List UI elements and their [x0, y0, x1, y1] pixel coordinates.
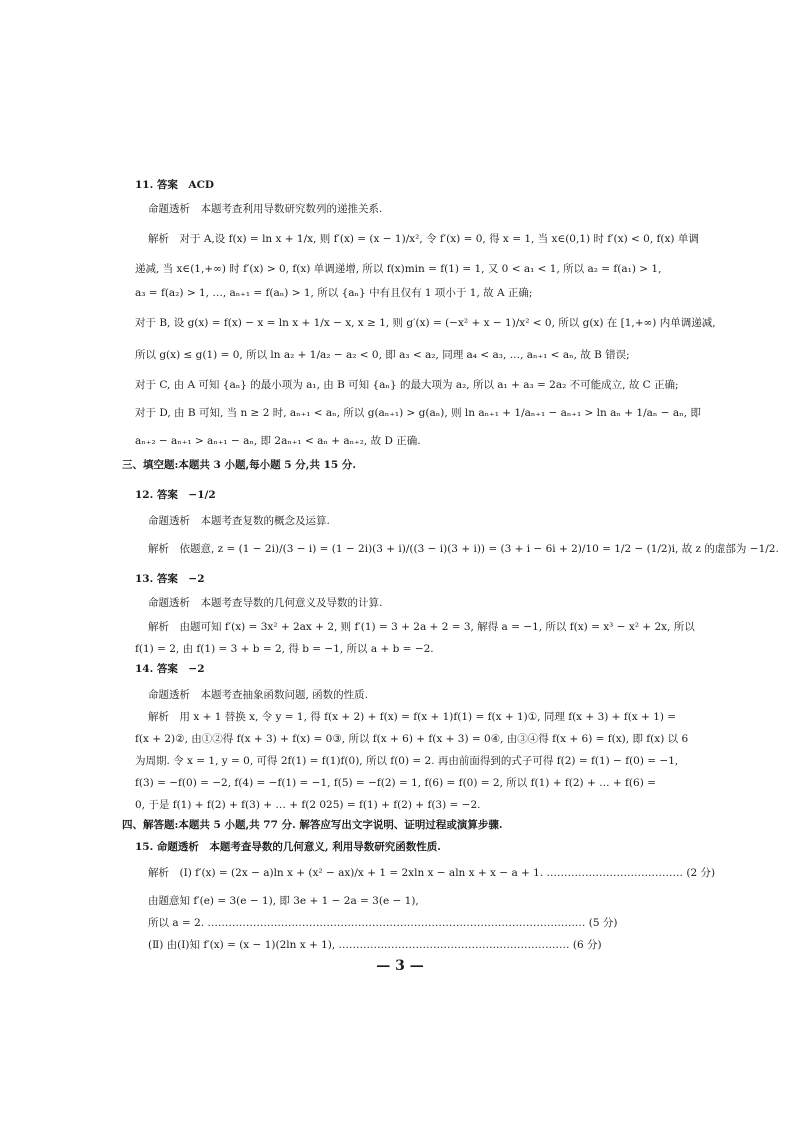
q14-answer: 14. 答案 −2 — [135, 663, 205, 675]
q11-line-a3: a₃ = f(a₂) > 1, …, aₙ₊₁ = f(aₙ) > 1, 所以 {aₙ} 中有且仅有 1 项小于 1, 故 A 正确; — [135, 287, 533, 299]
q11-intent: 命题透析 本题考查利用导数研究数列的递推关系. — [148, 203, 383, 215]
section-3-heading: 三、填空题:本题共 3 小题,每小题 5 分,共 15 分. — [122, 459, 356, 471]
q14-line-4: f(3) = −f(0) = −2, f(4) = −f(1) = −1, f(5) = −f(2) = 1, f(6) = f(0) = 2, 所以 f(1) + f(2) + … + f(6) = — [135, 777, 656, 789]
q14-intent: 命题透析 本题考查抽象函数问题, 函数的性质. — [148, 689, 369, 701]
q15-line-4: (Ⅱ) 由(Ⅰ)知 f′(x) = (x − 1)(2ln x + 1), ………………………………………………………… (6 分) — [148, 939, 602, 951]
q14-line-3: 为周期. 令 x = 1, y = 0, 可得 2f(1) = f(1)f(0), 所以 f(0) = 2. 再由前面得到的式子可得 f(2) = f(1) − f(0) = −1, — [135, 755, 679, 767]
q11-line-d2: aₙ₊₂ − aₙ₊₁ > aₙ₊₁ − aₙ, 即 2aₙ₊₁ < aₙ + aₙ₊₂, 故 D 正确. — [135, 435, 421, 447]
q11-line-b1: 对于 B, 设 g(x) = f(x) − x = ln x + 1/x − x, x ≥ 1, 则 g′(x) = (−x² + x − 1)/x² < 0, 所以 g(x) 在 [1,+∞) 内单调递减, — [135, 317, 716, 329]
q14-line-1: 解析 用 x + 1 替换 x, 令 y = 1, 得 f(x + 2) + f(x) = f(x + 1)f(1) = f(x + 1)①, 同理 f(x + 3) + f(x + 1) = — [148, 711, 677, 723]
q15-intent: 15. 命题透析 本题考查导数的几何意义, 利用导数研究函数性质. — [135, 841, 441, 853]
q15-line-2: 由题意知 f′(e) = 3(e − 1), 即 3e + 1 − 2a = 3(e − 1), — [148, 895, 419, 907]
q13-line-2: f(1) = 2, 由 f(1) = 3 + b = 2, 得 b = −1, 所以 a + b = −2. — [135, 643, 434, 655]
q11-answer: 11. 答案 ACD — [135, 179, 215, 191]
q12-answer: 12. 答案 −1/2 — [135, 489, 216, 501]
q14-line-2: f(x + 2)②, 由①②得 f(x + 3) + f(x) = 0③, 所以 f(x + 6) + f(x + 3) = 0④, 由③④得 f(x + 6) = f(x), 即 f(x) 以 6 — [135, 733, 689, 745]
q13-answer: 13. 答案 −2 — [135, 573, 205, 585]
q11-line-b2: 所以 g(x) ≤ g(1) = 0, 所以 ln a₂ + 1/a₂ − a₂ < 0, 即 a₃ < a₂, 同理 a₄ < a₃, …, aₙ₊₁ < aₙ, 故 B 错误; — [135, 349, 630, 361]
section-4-heading: 四、解答题:本题共 5 小题,共 77 分. 解答应写出文字说明、证明过程或演算步骤. — [122, 819, 503, 831]
q13-line-1: 解析 由题可知 f′(x) = 3x² + 2ax + 2, 则 f′(1) = 3 + 2a + 2 = 3, 解得 a = −1, 所以 f(x) = x³ − x² + 2x, 所以 — [148, 621, 695, 633]
q12-line-1: 解析 依题意, z = (1 − 2i)/(3 − i) = (1 − 2i)(3 + i)/((3 − i)(3 + i)) = (3 + i − 6i + 2)/10 = 1/2 − (1/2)i, 故 z 的虚部为 −1/2. — [148, 543, 779, 555]
q14-line-5: 0, 于是 f(1) + f(2) + f(3) + … + f(2 025) = f(1) + f(2) + f(3) = −2. — [135, 799, 481, 811]
q15-line-3: 所以 a = 2. ……………………………………………………………………………………………… (5 分) — [148, 917, 618, 929]
q13-intent: 命题透析 本题考查导数的几何意义及导数的计算. — [148, 597, 383, 609]
q12-intent: 命题透析 本题考查复数的概念及运算. — [148, 515, 330, 527]
q11-line-d1: 对于 D, 由 B 可知, 当 n ≥ 2 时, aₙ₊₁ < aₙ, 所以 g(aₙ₊₁) > g(aₙ), 则 ln aₙ₊₁ + 1/aₙ₊₁ − aₙ₊₁ > ln aₙ + 1/aₙ − aₙ, 即 — [135, 407, 701, 419]
q15-line-1: 解析 (Ⅰ) f′(x) = (2x − a)ln x + (x² − ax)/x + 1 = 2xln x − aln x + x − a + 1. ………………………………… (2 分) — [148, 867, 716, 879]
q11-line-c1: 对于 C, 由 A 可知 {aₙ} 的最小项为 a₁, 由 B 可知 {aₙ} 的最大项为 a₂, 所以 a₁ + a₃ = 2a₂ 不可能成立, 故 C 正确; — [135, 379, 679, 391]
q11-line-a1: 解析 对于 A,设 f(x) = ln x + 1/x, 则 f′(x) = (x − 1)/x², 令 f′(x) = 0, 得 x = 1, 当 x∈(0,1) 时 f′(x) < 0, f(x) 单调 — [148, 233, 699, 245]
page-number: — 3 — — [376, 958, 424, 974]
q11-line-a2: 递减, 当 x∈(1,+∞) 时 f′(x) > 0, f(x) 单调递增, 所以 f(x)min = f(1) = 1, 又 0 < a₁ < 1, 所以 a₂ = f(a₁) > 1, — [135, 263, 662, 275]
